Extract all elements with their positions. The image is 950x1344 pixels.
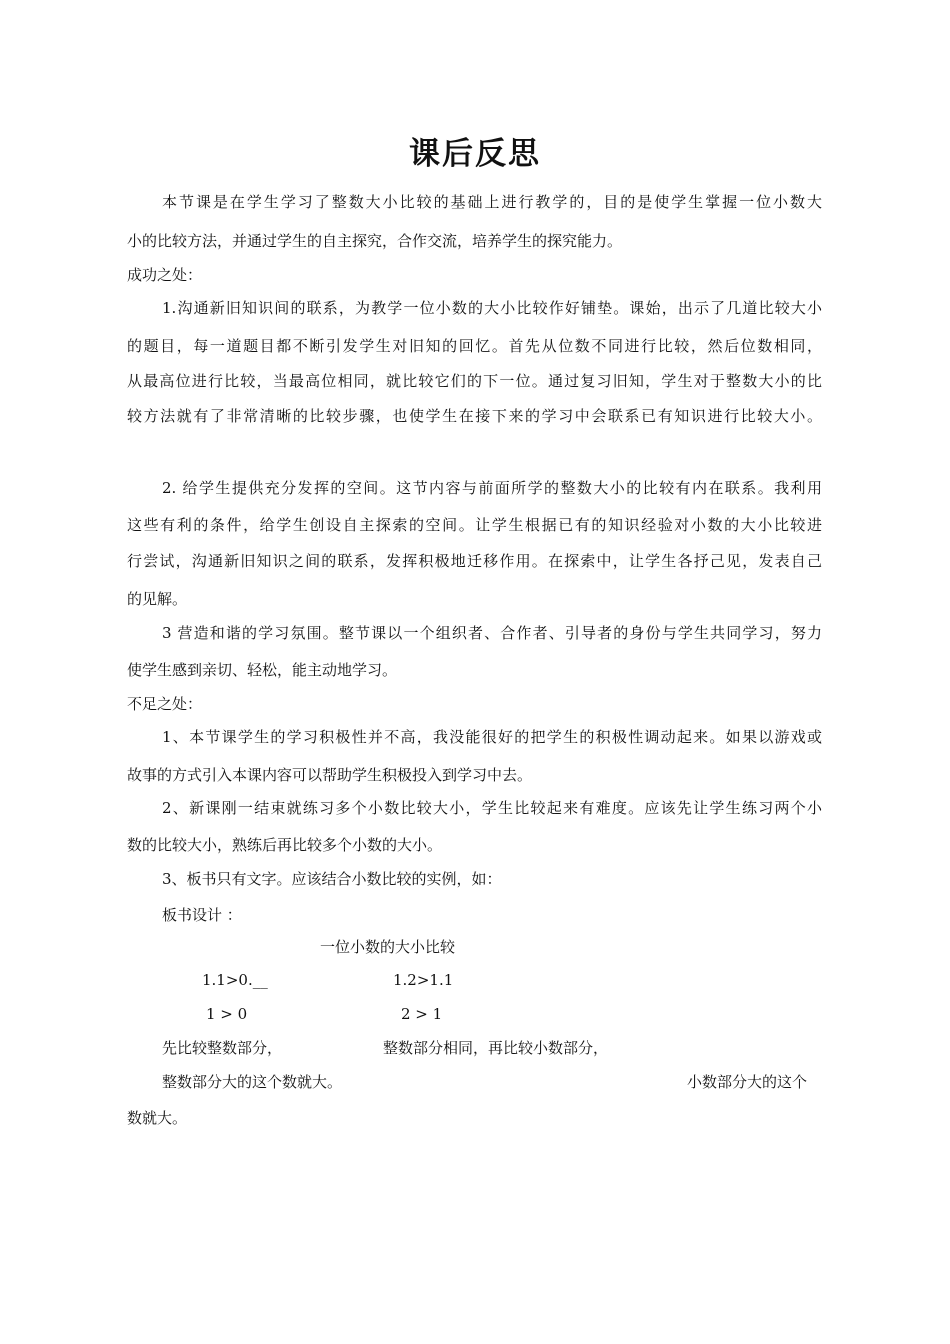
short1-line-2: 故事的方式引入本课内容可以帮助学生积极投入到学习中去。 (127, 766, 533, 784)
board-right-rule-3: 数就大。 (127, 1109, 188, 1127)
short2-line-2: 数的比较大小，熟练后再比较多个小数的大小。 (127, 836, 443, 854)
point2-line-4: 的见解。 (127, 590, 188, 608)
board-right-rule-1: 整数部分相同，再比较小数部分， (383, 1039, 609, 1057)
point1-line-3: 从最高位进行比较，当最高位相同，就比较它们的下一位。通过复习旧知，学生对于整数大小的比 (127, 372, 822, 390)
success-heading: 成功之处： (127, 266, 203, 284)
board-example-2-bottom: 2 > 1 (401, 1005, 443, 1023)
board-label: 板书设计 ： (162, 906, 242, 924)
board-example-1-bottom: 1 > 0 (206, 1005, 248, 1023)
intro-line-1: 本节课是在学生学习了整数大小比较的基础上进行教学的，目的是使学生掌握一位小数大 (162, 193, 822, 211)
point2-line-1: 2. 给学生提供充分发挥的空间。这节内容与前面所学的整数大小的比较有内在联系。我利用 (162, 479, 822, 497)
point1-line-2: 的题目，每一道题目都不断引发学生对旧知的回忆。首先从位数不同进行比较，然后位数相同， (127, 337, 822, 355)
board-left-rule-1: 先比较整数部分， (162, 1039, 283, 1057)
board-left-rule-2: 整数部分大的这个数就大。 (162, 1073, 343, 1091)
intro-line-2: 小的比较方法，并通过学生的自主探究，合作交流，培养学生的探究能力。 (127, 232, 623, 250)
shortfall-heading: 不足之处： (127, 695, 203, 713)
short2-line-1: 2、新课刚一结束就练习多个小数比较大小，学生比较起来有难度。应该先让学生练习两个小 (162, 799, 822, 817)
page-title: 课后反思 (409, 136, 541, 172)
short1-line-1: 1、本节课学生的学习积极性并不高，我没能很好的把学生的积极性调动起来。如果以游戏或 (162, 728, 822, 746)
short3-line: 3、板书只有文字。应该结合小数比较的实例，如： (162, 870, 502, 888)
point2-line-3: 行尝试，沟通新旧知识之间的联系，发挥积极地迁移作用。在探索中，让学生各抒己见，发表自己 (127, 552, 822, 570)
board-example-2-top: 1.2>1.1 (393, 971, 454, 989)
point1-line-1: 1.沟通新旧知识间的联系，为教学一位小数的大小比较作好铺垫。课始，出示了几道比较大小 (162, 299, 822, 317)
board-right-rule-2: 小数部分大的这个 (687, 1073, 808, 1091)
point3-line-2: 使学生感到亲切、轻松，能主动地学习。 (127, 661, 398, 679)
board-heading: 一位小数的大小比较 (320, 938, 456, 956)
point1-line-4: 较方法就有了非常清晰的比较步骤，也使学生在接下来的学习中会联系已有知识进行比较大小。 (127, 407, 822, 425)
point2-line-2: 这些有利的条件，给学生创设自主探索的空间。让学生根据已有的知识经验对小数的大小比较进 (127, 516, 822, 534)
point3-line-1: 3 营造和谐的学习氛围。整节课以一个组织者、合作者、引导者的身份与学生共同学习，努力 (162, 624, 822, 642)
board-example-1-top: 1.1>0.__ (202, 971, 268, 989)
